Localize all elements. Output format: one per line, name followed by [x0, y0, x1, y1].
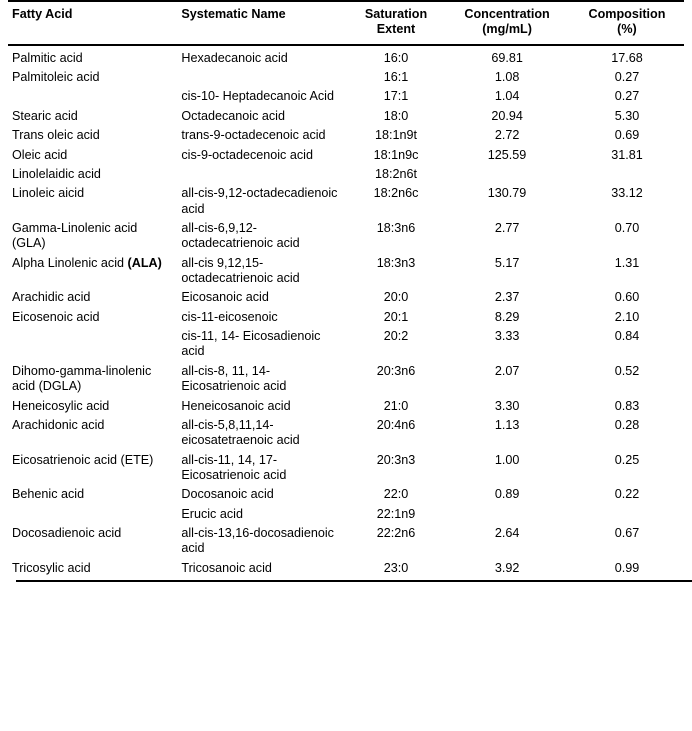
- cell-saturation-extent: 20:3n6: [376, 363, 416, 378]
- column-header-composition: [570, 1, 684, 45]
- cell-systematic-name: all-cis 9,12,15-octadecatrienoic acid: [181, 255, 300, 286]
- table-row: [8, 87, 684, 106]
- table-row: [8, 165, 684, 184]
- column-header-fatty-acid: [8, 1, 177, 45]
- cell-systematic-name: all-cis-8, 11, 14- Eicosatrienoic acid: [181, 363, 287, 394]
- cell-systematic-name: Tricosanoic acid: [181, 560, 272, 575]
- cell-composition: 17.68: [611, 50, 643, 65]
- cell-composition: 5.30: [614, 108, 640, 123]
- cell-concentration: 5.17: [494, 255, 520, 270]
- cell-concentration: 20.94: [491, 108, 523, 123]
- cell-concentration: [444, 505, 570, 524]
- cell-fatty-acid: Dihomo-gamma-linolenic acid (DGLA): [12, 363, 152, 394]
- header-line: Extent: [376, 22, 416, 37]
- table-row: [8, 397, 684, 416]
- cell-concentration: 130.79: [487, 186, 527, 201]
- column-header-concentration: [444, 1, 570, 45]
- header-line: Composition: [588, 7, 666, 21]
- cell-composition: 0.28: [614, 417, 640, 432]
- cell-fatty-acid: Arachidonic acid: [12, 417, 105, 432]
- cell-composition: 0.25: [614, 452, 640, 467]
- fatty-acid-table: [8, 0, 684, 580]
- cell-systematic-name: cis-9-octadecenoic acid: [181, 147, 313, 162]
- cell-fatty-acid: Oleic acid: [12, 147, 68, 162]
- cell-fatty-acid: Tricosylic acid: [12, 560, 91, 575]
- cell-fatty-acid: [8, 327, 177, 362]
- table-row: [8, 308, 684, 327]
- table-row: [8, 126, 684, 145]
- cell-fatty-acid: Gamma-Linolenic acid (GLA): [12, 220, 138, 251]
- cell-systematic-name: all-cis-9,12-octadecadienoic acid: [181, 186, 338, 216]
- cell-concentration: 1.13: [494, 417, 520, 432]
- cell-systematic-name: all-cis-5,8,11,14-eicosatetraenoic acid: [181, 417, 300, 448]
- header-line: (mg/mL): [482, 22, 532, 37]
- cell-saturation-extent: 23:0: [383, 560, 409, 575]
- header-line: Fatty Acid: [12, 7, 73, 21]
- cell-concentration: 2.64: [494, 526, 520, 541]
- table-row: [8, 45, 684, 68]
- table-row: [8, 327, 684, 362]
- cell-systematic-name: [177, 68, 347, 87]
- cell-composition: 0.83: [614, 398, 640, 413]
- table-row: [8, 184, 684, 219]
- column-header-systematic-name: [177, 1, 347, 45]
- header-line: (%): [617, 22, 637, 37]
- cell-composition: 0.22: [614, 487, 640, 502]
- cell-fatty-acid: Eicosenoic acid: [12, 309, 100, 324]
- cell-saturation-extent: 16:0: [383, 50, 409, 65]
- cell-systematic-name: Hexadecanoic acid: [181, 50, 288, 65]
- cell-concentration: 1.08: [494, 70, 520, 85]
- cell-concentration: 8.29: [494, 309, 520, 324]
- cell-composition: 0.60: [614, 290, 640, 305]
- cell-composition: 31.81: [611, 147, 643, 162]
- cell-systematic-name: Erucic acid: [181, 506, 243, 521]
- cell-fatty-acid: Heneicosylic acid: [12, 398, 110, 413]
- cell-saturation-extent: 22:0: [383, 487, 409, 502]
- table-row: [8, 485, 684, 504]
- table-row: [8, 254, 684, 289]
- cell-fatty-acid: Behenic acid: [12, 487, 85, 502]
- cell-concentration: 3.33: [494, 329, 520, 344]
- cell-systematic-name: all-cis-13,16-docosadienoic acid: [181, 526, 334, 556]
- cell-composition: 0.52: [614, 363, 640, 378]
- cell-composition: 0.84: [614, 329, 640, 344]
- cell-systematic-name: all-cis-11, 14, 17- Eicosatrienoic acid: [181, 452, 287, 482]
- cell-systematic-name: cis-11-eicosenoic: [181, 309, 278, 324]
- table-row: [8, 416, 684, 451]
- cell-systematic-name: trans-9-octadecenoic acid: [181, 128, 326, 143]
- cell-composition: 0.99: [614, 560, 640, 575]
- cell-systematic-name: cis-10- Heptadecanoic Acid: [181, 89, 334, 104]
- cell-saturation-extent: 16:1: [383, 70, 409, 85]
- cell-concentration: 3.30: [494, 398, 520, 413]
- table-row: [8, 219, 684, 254]
- cell-saturation-extent: 18:1n9c: [373, 147, 419, 162]
- cell-systematic-name: Eicosanoic acid: [181, 290, 269, 305]
- cell-composition: 0.27: [614, 89, 640, 104]
- cell-concentration: 0.89: [494, 487, 520, 502]
- table-body: [8, 45, 684, 580]
- cell-systematic-name: Octadecanoic acid: [181, 108, 285, 123]
- table-row: [8, 559, 684, 580]
- table-row: [8, 362, 684, 397]
- cell-saturation-extent: 18:2n6t: [375, 166, 418, 181]
- table-header: [8, 1, 684, 45]
- header-line: Systematic Name: [181, 7, 286, 21]
- cell-saturation-extent: 17:1: [383, 89, 409, 104]
- cell-concentration: 2.07: [494, 363, 520, 378]
- cell-saturation-extent: 18:0: [383, 108, 409, 123]
- header-line: Concentration: [464, 7, 550, 21]
- cell-saturation-extent: 20:3n3: [376, 452, 416, 467]
- cell-composition: 33.12: [611, 186, 643, 201]
- cell-concentration: 2.37: [494, 290, 520, 305]
- cell-concentration: [444, 165, 570, 184]
- table-row: [8, 68, 684, 87]
- cell-saturation-extent: 20:1: [383, 309, 409, 324]
- cell-saturation-extent: 21:0: [383, 398, 409, 413]
- cell-composition: 0.67: [614, 526, 640, 541]
- cell-concentration: 2.77: [494, 220, 520, 235]
- header-line: Saturation: [364, 7, 428, 21]
- cell-saturation-extent: 20:4n6: [376, 417, 416, 432]
- header-row: [8, 1, 684, 45]
- cell-concentration: 2.72: [494, 128, 520, 143]
- cell-systematic-name: cis-11, 14- Eicosadienoic acid: [181, 329, 321, 359]
- cell-fatty-acid: Arachidic acid: [12, 290, 91, 305]
- cell-fatty-acid: Stearic acid: [12, 108, 78, 123]
- cell-fatty-acid: Trans oleic acid: [12, 128, 100, 143]
- cell-saturation-extent: 18:1n9t: [375, 128, 418, 143]
- table-row: [8, 288, 684, 307]
- table-row: [8, 505, 684, 524]
- table-bottom-rule: [16, 580, 692, 582]
- cell-concentration: 3.92: [494, 560, 520, 575]
- table-row: [8, 146, 684, 165]
- cell-fatty-acid: Linolelaidic acid: [12, 166, 101, 181]
- cell-composition: [570, 165, 684, 184]
- cell-fatty-acid: Palmitoleic acid: [12, 70, 100, 85]
- cell-fatty-acid: Linoleic aicid: [12, 186, 85, 201]
- cell-saturation-extent: 22:1n9: [376, 506, 416, 521]
- cell-composition: 0.69: [614, 128, 640, 143]
- cell-concentration: 125.59: [487, 147, 527, 162]
- cell-composition: 0.70: [614, 220, 640, 235]
- table-row: [8, 107, 684, 126]
- cell-composition: 0.27: [614, 70, 640, 85]
- cell-systematic-name: Heneicosanoic acid: [181, 398, 291, 413]
- cell-systematic-name: all-cis-6,9,12-octadecatrienoic acid: [181, 220, 300, 251]
- cell-fatty-acid: Eicosatrienoic acid (ETE): [12, 452, 154, 467]
- cell-saturation-extent: 20:0: [383, 290, 409, 305]
- column-header-saturation-extent: [348, 1, 444, 45]
- table-row: [8, 451, 684, 486]
- table-row: [8, 524, 684, 559]
- cell-systematic-name: [177, 165, 347, 184]
- cell-fatty-acid: Alpha Linolenic acid (ALA): [12, 255, 162, 270]
- cell-composition: 1.31: [614, 255, 640, 270]
- cell-systematic-name: Docosanoic acid: [181, 487, 274, 502]
- cell-fatty-acid: Palmitic acid: [12, 50, 83, 65]
- cell-saturation-extent: 18:3n3: [376, 255, 416, 270]
- cell-saturation-extent: 20:2: [383, 329, 409, 344]
- cell-fatty-acid: [8, 505, 177, 524]
- cell-composition: [570, 505, 684, 524]
- cell-saturation-extent: 18:3n6: [376, 220, 416, 235]
- cell-fatty-acid: [8, 87, 177, 106]
- cell-saturation-extent: 22:2n6: [376, 526, 416, 541]
- cell-concentration: 69.81: [491, 50, 523, 65]
- cell-saturation-extent: 18:2n6c: [373, 186, 419, 201]
- cell-composition: 2.10: [614, 309, 640, 324]
- cell-concentration: 1.04: [494, 89, 520, 104]
- cell-concentration: 1.00: [494, 452, 520, 467]
- cell-fatty-acid: Docosadienoic acid: [12, 526, 122, 541]
